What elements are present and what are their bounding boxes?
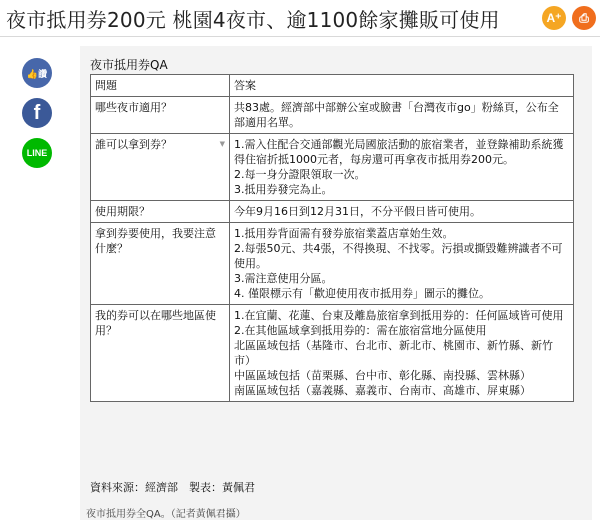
line-share-button[interactable]: LINE (22, 138, 52, 168)
answer-line: 3.需注意使用分區。 (234, 272, 333, 285)
table-row (91, 201, 574, 223)
table-row (91, 134, 574, 201)
article-image (80, 46, 592, 520)
question-cell: 拿到券要使用，我要注意什麼？ (91, 223, 230, 305)
like-button[interactable]: 👍讚 (22, 58, 52, 88)
image-caption: 夜市抵用券全QA。（記者黃佩君攝） (86, 509, 246, 520)
answer-line: 1.在宜蘭、花蓮、台東及離島旅宿拿到抵用券的：任何區域皆可使用 (234, 309, 564, 322)
answer-cell (230, 305, 574, 402)
page-title: 夜市抵用券200元 桃園4夜市、逾1100餘家攤販可使用 (6, 8, 500, 32)
column-header-answer: 答案 (230, 75, 574, 97)
table-row (91, 305, 574, 402)
cell-dropdown-icon: ▼ (219, 140, 225, 148)
share-bar (22, 58, 52, 168)
table-row (91, 223, 574, 305)
answer-line: 今年9月16日到12月31日，不分平假日皆可使用。 (234, 205, 481, 218)
answer-line: 4. 僅限標示有「歡迎使用夜市抵用券」圖示的攤位。 (234, 287, 490, 300)
answer-line: 南區區域包括（嘉義縣、嘉義市、台南市、高雄市、屏東縣） (234, 384, 531, 397)
answer-line: 1.抵用券背面需有發券旅宿業蓋店章始生效。 (234, 227, 454, 240)
answer-cell (230, 134, 574, 201)
question-cell (91, 134, 230, 201)
answer-cell (230, 223, 574, 305)
answer-line: 3.抵用券發完為止。 (234, 183, 333, 196)
top-actions (542, 6, 596, 30)
question-cell: 使用期限？ (91, 201, 230, 223)
table-row (91, 97, 574, 134)
answer-line: 共83處。經濟部中部辦公室或臉書「台灣夜市go」粉絲頁，公布全部適用名單。 (234, 101, 559, 129)
question-cell: 我的券可以在哪些地區使用？ (91, 305, 230, 402)
facebook-share-button[interactable]: f (22, 98, 52, 128)
answer-line: 2.在其他區域拿到抵用券的：需在旅宿當地分區使用 (234, 324, 487, 337)
header-divider (0, 36, 600, 37)
table-header-row (91, 75, 574, 97)
answer-cell (230, 201, 574, 223)
qa-title: 夜市抵用券QA (90, 58, 168, 72)
qa-table (90, 74, 574, 402)
question-cell: 哪些夜市適用？ (91, 97, 230, 134)
font-size-button[interactable]: A⁺ (542, 6, 566, 30)
answer-line: 2.每一身分證限領取一次。 (234, 168, 366, 181)
print-button[interactable]: ⎙ (572, 6, 596, 30)
answer-line: 中區區域包括（苗栗縣、台中市、彰化縣、南投縣、雲林縣） (234, 369, 531, 382)
answer-line: 北區區域包括（基隆市、台北市、新北市、桃園市、新竹縣、新竹市） (234, 339, 553, 367)
source-credit: 資料來源：經濟部 製表：黃佩君 (90, 481, 255, 494)
answer-line: 1.需入住配合交通部觀光局國旅活動的旅宿業者，並登錄補助系統獲得住宿折抵1000元者，每房還可再拿夜市抵用券200元。 (234, 138, 564, 166)
answer-cell (230, 97, 574, 134)
column-header-question: 問題 (91, 75, 230, 97)
answer-line: 2.每張50元、共4張，不得換現、不找零。污損或撕毀難辨識者不可使用。 (234, 242, 563, 270)
question-text: 誰可以拿到券？ (95, 138, 172, 151)
